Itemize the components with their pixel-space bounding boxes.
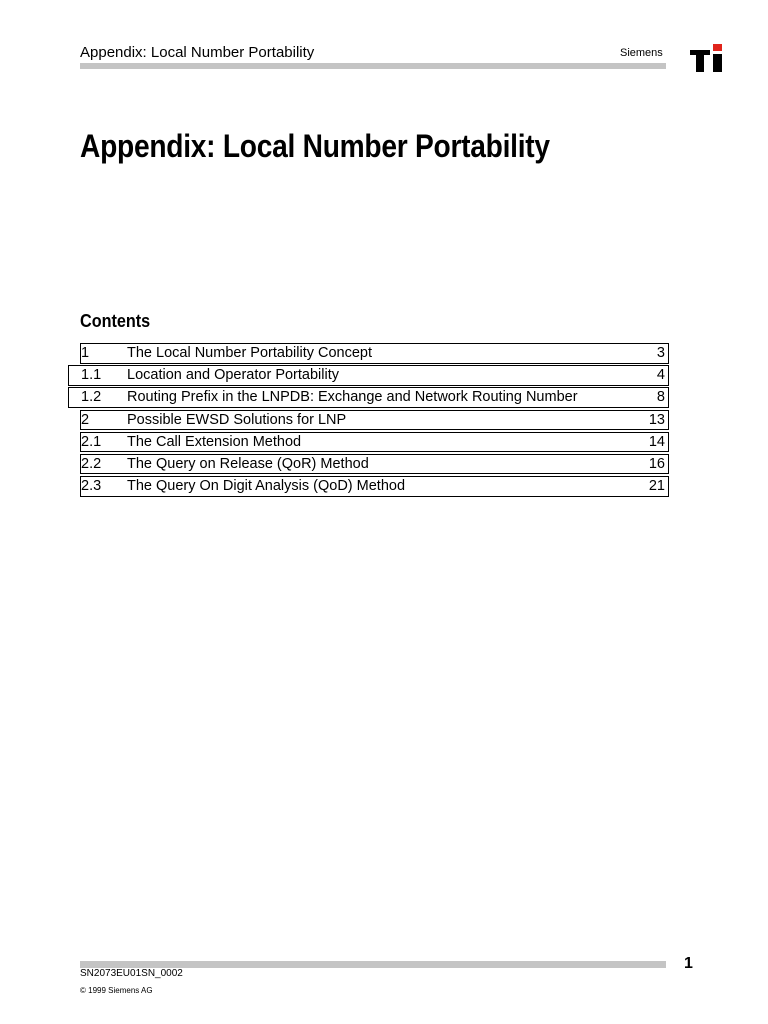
running-header-title: Appendix: Local Number Portability <box>80 44 315 61</box>
company-name: Siemens <box>620 47 663 59</box>
toc-entry[interactable] <box>80 454 669 475</box>
toc-entry-number: 2.1 <box>81 433 102 450</box>
toc-entry[interactable] <box>68 387 669 408</box>
page-title: Appendix: Local Number Portability <box>80 128 550 164</box>
toc-entry-number: 2.2 <box>81 455 102 472</box>
contents-heading: Contents <box>80 311 151 331</box>
toc-entry-page: 3 <box>656 345 665 361</box>
toc-entry-page: 13 <box>648 411 665 428</box>
toc-entry-title: Possible EWSD Solutions for LNP <box>127 411 347 428</box>
toc-entry[interactable] <box>68 365 669 386</box>
toc-entry-title: The Query On Digit Analysis (QoD) Method <box>127 478 406 495</box>
toc-entry-page: 8 <box>656 389 665 406</box>
toc-entry-number: 2 <box>81 411 90 428</box>
page-number: 1 <box>684 955 693 972</box>
toc-entry-title: Location and Operator Portability <box>127 367 339 384</box>
toc-entry-page: 21 <box>648 478 665 495</box>
toc-entry-title: The Call Extension Method <box>127 433 302 450</box>
toc-entry-number: 1.1 <box>81 367 102 384</box>
toc-entry-page: 14 <box>648 433 665 450</box>
toc-entry[interactable] <box>80 476 669 497</box>
toc-entry[interactable] <box>80 410 669 431</box>
toc-entry-page: 16 <box>648 455 665 472</box>
header-rule <box>80 63 666 69</box>
toc-entry-number: 2.3 <box>81 478 102 495</box>
toc-entry-title: Routing Prefix in the LNPDB: Exchange and Network Routing Number <box>127 389 578 406</box>
toc-entry-title: The Query on Release (QoR) Method <box>127 455 369 472</box>
copyright-notice: © 1999 Siemens AG <box>80 986 153 995</box>
ti-logo-icon <box>690 44 724 72</box>
toc-entry-number: 1 <box>81 345 90 361</box>
table-of-contents <box>80 343 669 498</box>
toc-entry[interactable] <box>80 343 669 364</box>
toc-entry-page: 4 <box>656 367 665 384</box>
toc-entry-number: 1.2 <box>81 389 102 406</box>
toc-entry[interactable] <box>80 432 669 453</box>
toc-entry-title: The Local Number Portability Concept <box>127 345 373 361</box>
footer-rule <box>80 961 666 968</box>
document-id: SN2073EU01SN_0002 <box>80 968 183 979</box>
